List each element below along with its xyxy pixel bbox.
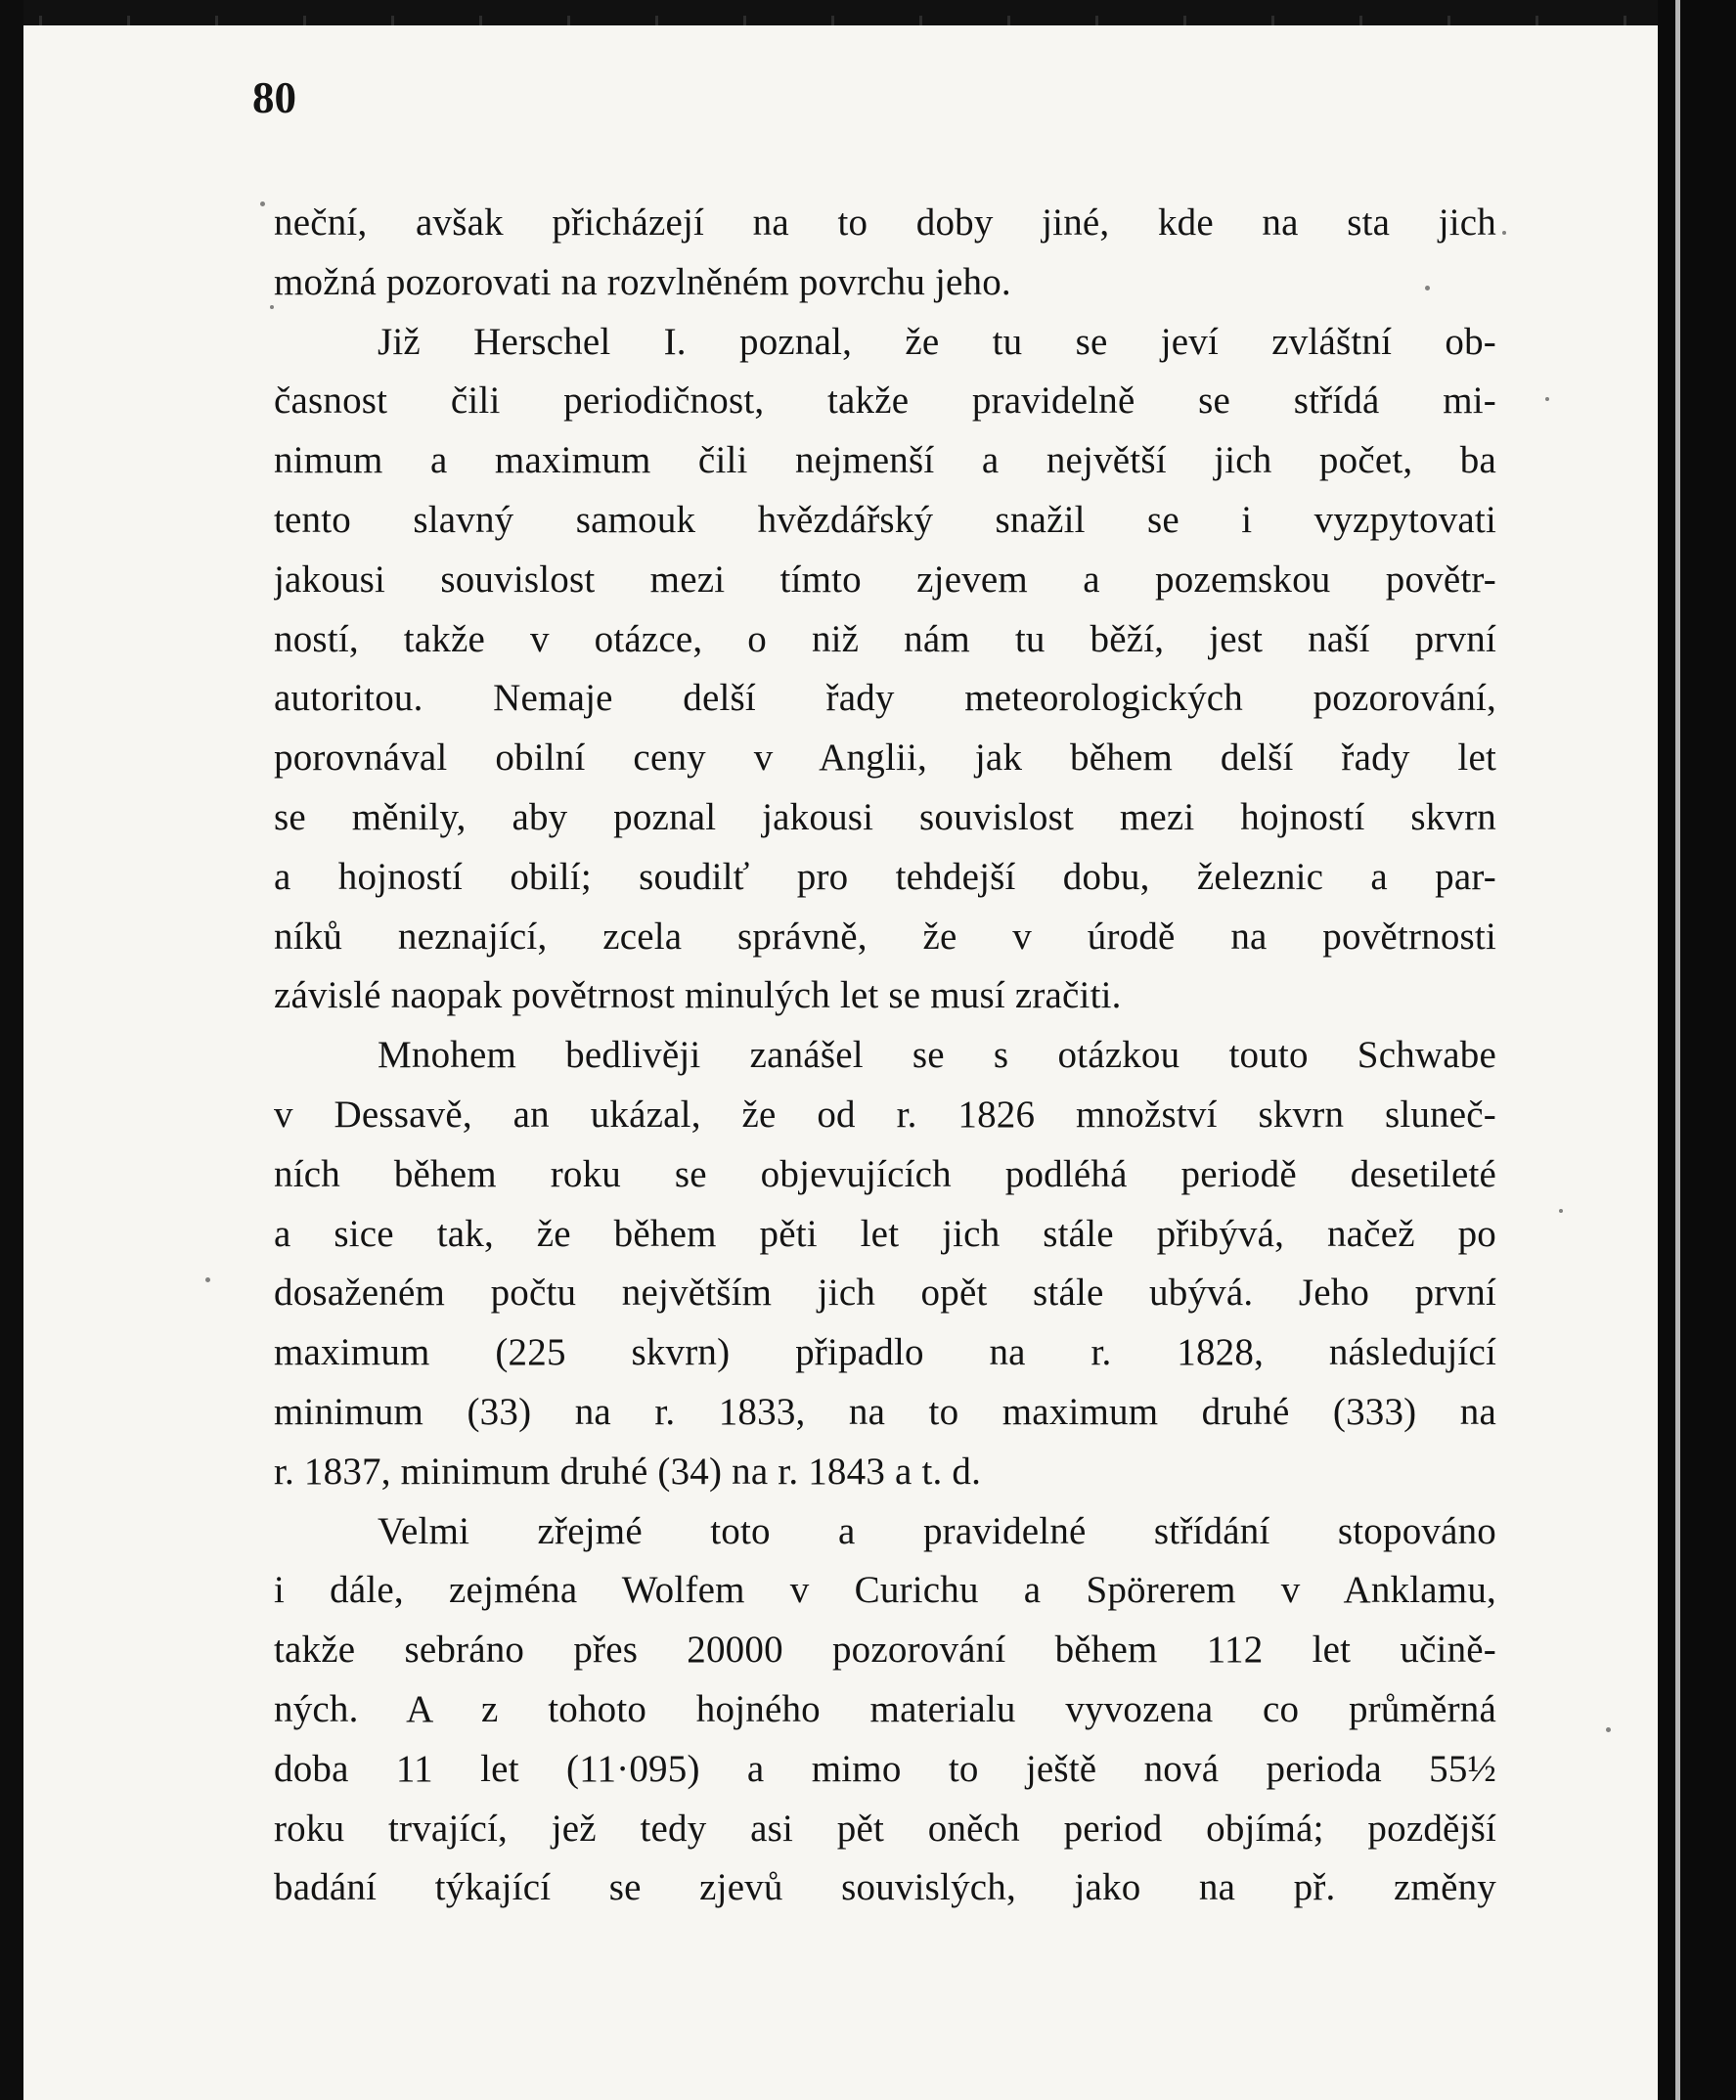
text-line: v Dessavě, an ukázal, že od r. 1826 množství skvrn slunеč-	[274, 1093, 1496, 1136]
text-line: badání týkající se zjevů souvislých, jako na př. změny	[274, 1866, 1496, 1909]
paragraph-3	[274, 1026, 1496, 1501]
text-line: r. 1837, minimum druhé (34) na r. 1843 a t. d.	[274, 1450, 982, 1493]
text-line: Mnohem bedlivěji zanášel se s otázkou touto Schwabe	[378, 1034, 1496, 1077]
paragraph-1	[274, 194, 1496, 313]
body-text	[274, 194, 1496, 1935]
text-line: nimum a maximum čili nejmenší a největší jich počet, ba	[274, 439, 1496, 482]
text-line: Již Herschel I. poznal, že tu se jeví zvláštní ob-	[378, 320, 1496, 363]
paragraph-4	[274, 1502, 1496, 1919]
text-line: a hojností obilí; soudilť pro tehdejší dobu, železnic a par-	[274, 855, 1496, 898]
text-line: se měnily, aby poznal jakousi souvislost mezi hojností skvrn	[274, 795, 1496, 838]
text-line: i dále, zejména Wolfem v Curichu a Spörerem v Anklamu,	[274, 1569, 1496, 1612]
text-line: ných. A z tohoto hojného materialu vyvozena co průměrná	[274, 1687, 1496, 1730]
text-line: ností, takže v otázce, o niž nám tu běží, jest naší první	[274, 617, 1496, 660]
scan-top-border	[0, 0, 1736, 25]
text-line: Velmi zřejmé toto a pravidelné střídání stopováno	[378, 1509, 1496, 1552]
text-line: dosaženém počtu největším jich opět stále ubývá. Jeho první	[274, 1272, 1496, 1315]
text-line: časnost čili periodičnost, takže pravidelně se střídá mi-	[274, 380, 1496, 423]
text-line: doba 11 let (11·095) a mimo to ještě nová perioda 55½	[274, 1747, 1496, 1790]
scan-right-border	[1658, 0, 1736, 2100]
text-line: maximum (225 skvrn) připadlo na r. 1828, následující	[274, 1331, 1496, 1374]
text-line: možná pozorovati na rozvlněném povrchu jeho.	[274, 260, 1011, 303]
text-line: níků neznající, zcela správně, že v úrodě na povětrnosti	[274, 915, 1496, 958]
text-line: a sice tak, že během pěti let jich stále přibývá, načež po	[274, 1212, 1496, 1255]
text-line: závislé naopak povětrnost minulých let se musí zračiti.	[274, 974, 1122, 1017]
paper-speck	[1559, 1209, 1563, 1213]
text-line: autoritou. Nemaje delší řady meteorologických pozorování,	[274, 677, 1496, 720]
text-line: roku trvající, jež tedy asi pět oněch period objímá; pozdější	[274, 1807, 1496, 1850]
paper-speck	[1606, 1727, 1611, 1732]
paper-speck	[1545, 397, 1549, 401]
scan-left-border	[0, 0, 23, 2100]
text-line: ních během roku se objevujících podléhá periodě desetileté	[274, 1152, 1496, 1195]
text-line: jakousi souvislost mezi tímto zjevem a pozemskou povětr-	[274, 558, 1496, 601]
paper-speck	[205, 1277, 210, 1282]
page-number: 80	[252, 73, 296, 122]
text-line: takže sebráno přes 20000 pozorování během 112 let učině-	[274, 1629, 1496, 1672]
text-line: porovnával obilní ceny v Anglii, jak během delší řady let	[274, 737, 1496, 780]
paragraph-2	[274, 313, 1496, 1027]
paper-speck	[260, 201, 265, 206]
paper-speck	[1502, 231, 1506, 235]
text-line: neční, avšak přicházejí na to doby jiné, kde na sta jich	[274, 201, 1496, 244]
text-line: tento slavný samouk hvězdářský snažil se i vyzpytovati	[274, 498, 1496, 541]
text-line: minimum (33) na r. 1833, na to maximum druhé (333) na	[274, 1390, 1496, 1433]
